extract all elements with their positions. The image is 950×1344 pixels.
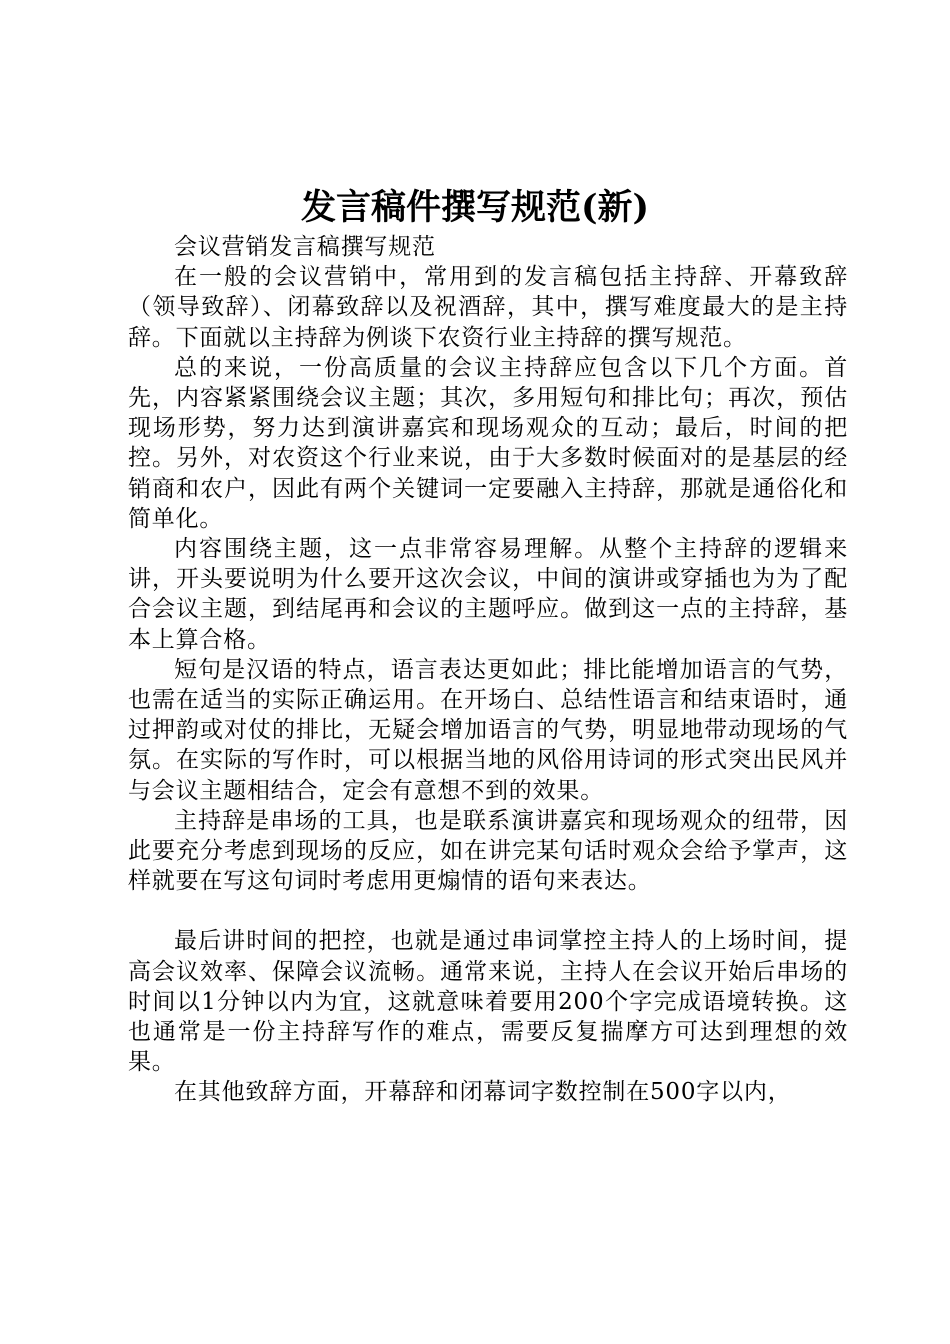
- document-title: 发言稿件撰写规范(新): [300, 187, 650, 228]
- document-body: [128, 232, 848, 1108]
- paragraph-timing: 最后讲时间的把控，也就是通过串词掌控主持人的上场时间，提高会议效率、保障会议流畅。通常来说，主持人在会议开始后串场的时间以1分钟以内为宜，这就意味着要用200个字完成语境转换。这也通常是一份主持辞写作的难点，需要反复揣摩方可达到理想的效果。: [128, 928, 848, 1076]
- paragraph-overview: 总的来说，一份高质量的会议主持辞应包含以下几个方面。首先，内容紧紧围绕会议主题；其次，多用短句和排比句；再次，预估现场形势，努力达到演讲嘉宾和现场观众的互动；最后，时间的把控。另外，对农资这个行业来说，由于大多数时候面对的是基层的经销商和农户，因此有两个关键词一定要融入主持辞，那就是通俗化和简单化。: [128, 354, 848, 532]
- paragraph-other-speeches: 在其他致辞方面，开幕辞和闭幕词字数控制在500字以内，: [174, 1079, 792, 1106]
- paragraph-short-sentences: 短句是汉语的特点，语言表达更如此；排比能增加语言的气势，也需在适当的实际正确运用。在开场白、总结性语言和结束语时，通过押韵或对仗的排比，无疑会增加语言的气势，明显地带动现场的气氛。在实际的写作时，可以根据当地的风俗用诗词的形式突出民风并与会议主题相结合，定会有意想不到的效果。: [128, 656, 848, 804]
- paragraph-theme: 内容围绕主题，这一点非常容易理解。从整个主持辞的逻辑来讲，开头要说明为什么要开这次会议，中间的演讲或穿插也为为了配合会议主题，到结尾再和会议的主题呼应。做到这一点的主持辞，基本上算合格。: [128, 536, 848, 653]
- paragraph-gap: [128, 896, 848, 926]
- paragraph-subtitle: 会议营销发言稿撰写规范: [174, 234, 436, 260]
- paragraph-intro: 在一般的会议营销中，常用到的发言稿包括主持辞、开幕致辞（领导致辞）、闭幕致辞以及祝酒辞，其中，撰写难度最大的是主持辞。下面就以主持辞为例谈下农资行业主持辞的撰写规范。: [128, 264, 848, 351]
- paragraph-interaction: 主持辞是串场的工具，也是联系演讲嘉宾和现场观众的纽带，因此要充分考虑到现场的反应，如在讲完某句话时观众会给予掌声，这样就要在写这句词时考虑用更煽情的语句来表达。: [128, 807, 848, 895]
